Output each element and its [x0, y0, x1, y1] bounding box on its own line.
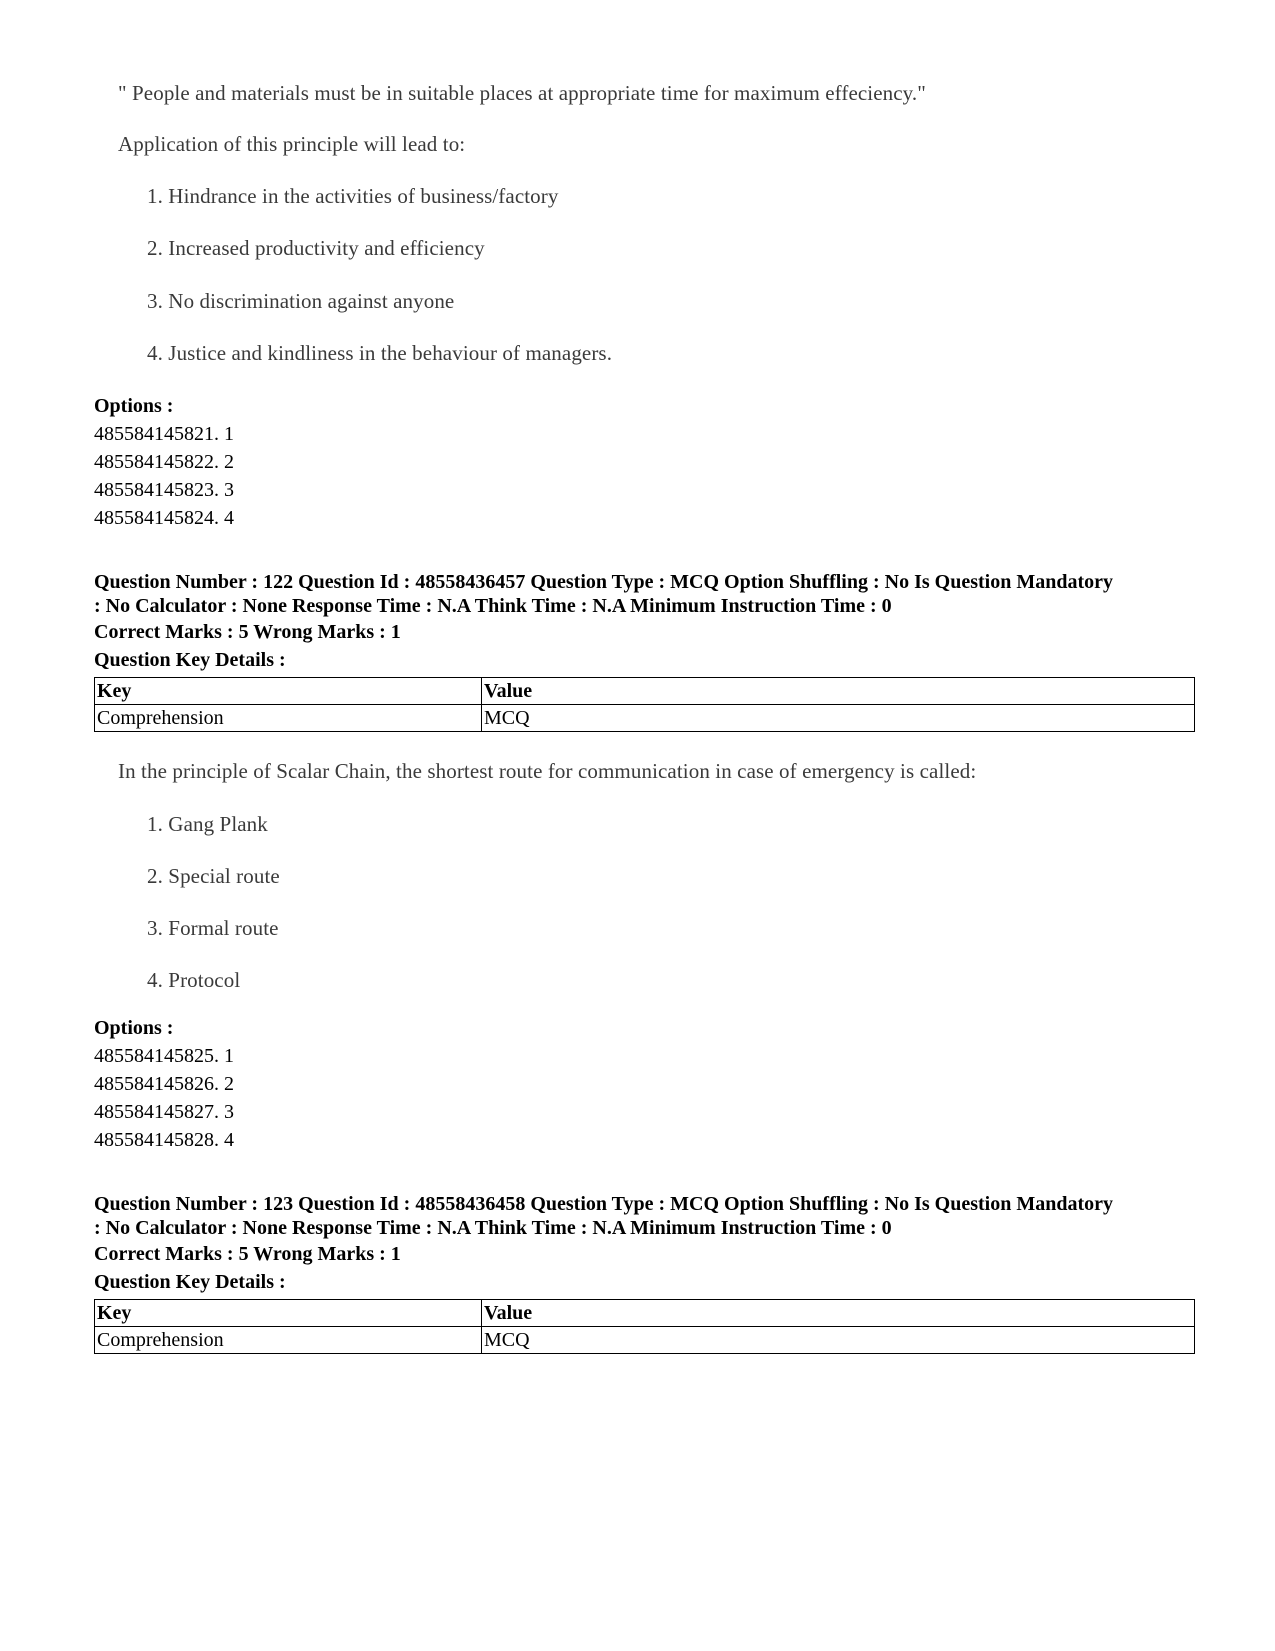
q122-choice-2: 2. Special route — [147, 864, 280, 888]
q121-option-3: 485584145823. 3 — [94, 479, 234, 501]
q123-meta-line2: : No Calculator : None Response Time : N.A Think Time : N.A Minimum Instruction Time : 0 — [94, 1217, 892, 1239]
q123-key-details-label: Question Key Details : — [94, 1271, 286, 1293]
q123-meta-line1: Question Number : 123 Question Id : 48558436458 Question Type : MCQ Option Shuffling : No Is Question Mandatory — [94, 1193, 1113, 1215]
q122-choice-4: 4. Protocol — [147, 968, 241, 992]
q122-options-label: Options : — [94, 1017, 174, 1039]
q121-options-label: Options : — [94, 395, 174, 417]
q122-option-2: 485584145826. 2 — [94, 1073, 234, 1095]
table-cell-key: Comprehension — [95, 1327, 482, 1354]
table-header-row — [95, 678, 1195, 705]
q122-choice-1: 1. Gang Plank — [147, 812, 268, 836]
table-row — [95, 705, 1195, 732]
q122-option-4: 485584145828. 4 — [94, 1129, 234, 1151]
q122-meta-line1: Question Number : 122 Question Id : 48558436457 Question Type : MCQ Option Shuffling : No Is Question Mandatory — [94, 571, 1113, 593]
table-header-value: Value — [482, 1300, 1195, 1327]
q121-option-2: 485584145822. 2 — [94, 451, 234, 473]
q122-meta-line2: : No Calculator : None Response Time : N.A Think Time : N.A Minimum Instruction Time : 0 — [94, 595, 892, 617]
q121-quote: " People and materials must be in suitable places at appropriate time for maximum effeciency." — [118, 81, 926, 105]
q121-prompt: Application of this principle will lead to: — [118, 132, 466, 156]
q121-option-4: 485584145824. 4 — [94, 507, 234, 529]
q123-key-table — [94, 1299, 1195, 1354]
table-header-row — [95, 1300, 1195, 1327]
q121-choice-2: 2. Increased productivity and efficiency — [147, 236, 485, 260]
q123-marks: Correct Marks : 5 Wrong Marks : 1 — [94, 1243, 401, 1265]
q122-option-1: 485584145825. 1 — [94, 1045, 234, 1067]
table-cell-key: Comprehension — [95, 705, 482, 732]
table-row — [95, 1327, 1195, 1354]
q122-key-details-label: Question Key Details : — [94, 649, 286, 671]
q121-choice-3: 3. No discrimination against anyone — [147, 289, 455, 313]
q122-prompt: In the principle of Scalar Chain, the shortest route for communication in case of emergency is called: — [118, 759, 977, 783]
q122-meta — [94, 570, 1194, 618]
q121-choice-1: 1. Hindrance in the activities of business/factory — [147, 184, 559, 208]
table-header-key: Key — [95, 1300, 482, 1327]
table-header-value: Value — [482, 678, 1195, 705]
q123-meta — [94, 1192, 1194, 1240]
q122-key-table — [94, 677, 1195, 732]
q122-choice-3: 3. Formal route — [147, 916, 279, 940]
q121-choice-4: 4. Justice and kindliness in the behaviour of managers. — [147, 341, 613, 365]
table-header-key: Key — [95, 678, 482, 705]
table-cell-value: MCQ — [482, 1327, 1195, 1354]
q122-marks: Correct Marks : 5 Wrong Marks : 1 — [94, 621, 401, 643]
q121-option-1: 485584145821. 1 — [94, 423, 234, 445]
table-cell-value: MCQ — [482, 705, 1195, 732]
q122-option-3: 485584145827. 3 — [94, 1101, 234, 1123]
